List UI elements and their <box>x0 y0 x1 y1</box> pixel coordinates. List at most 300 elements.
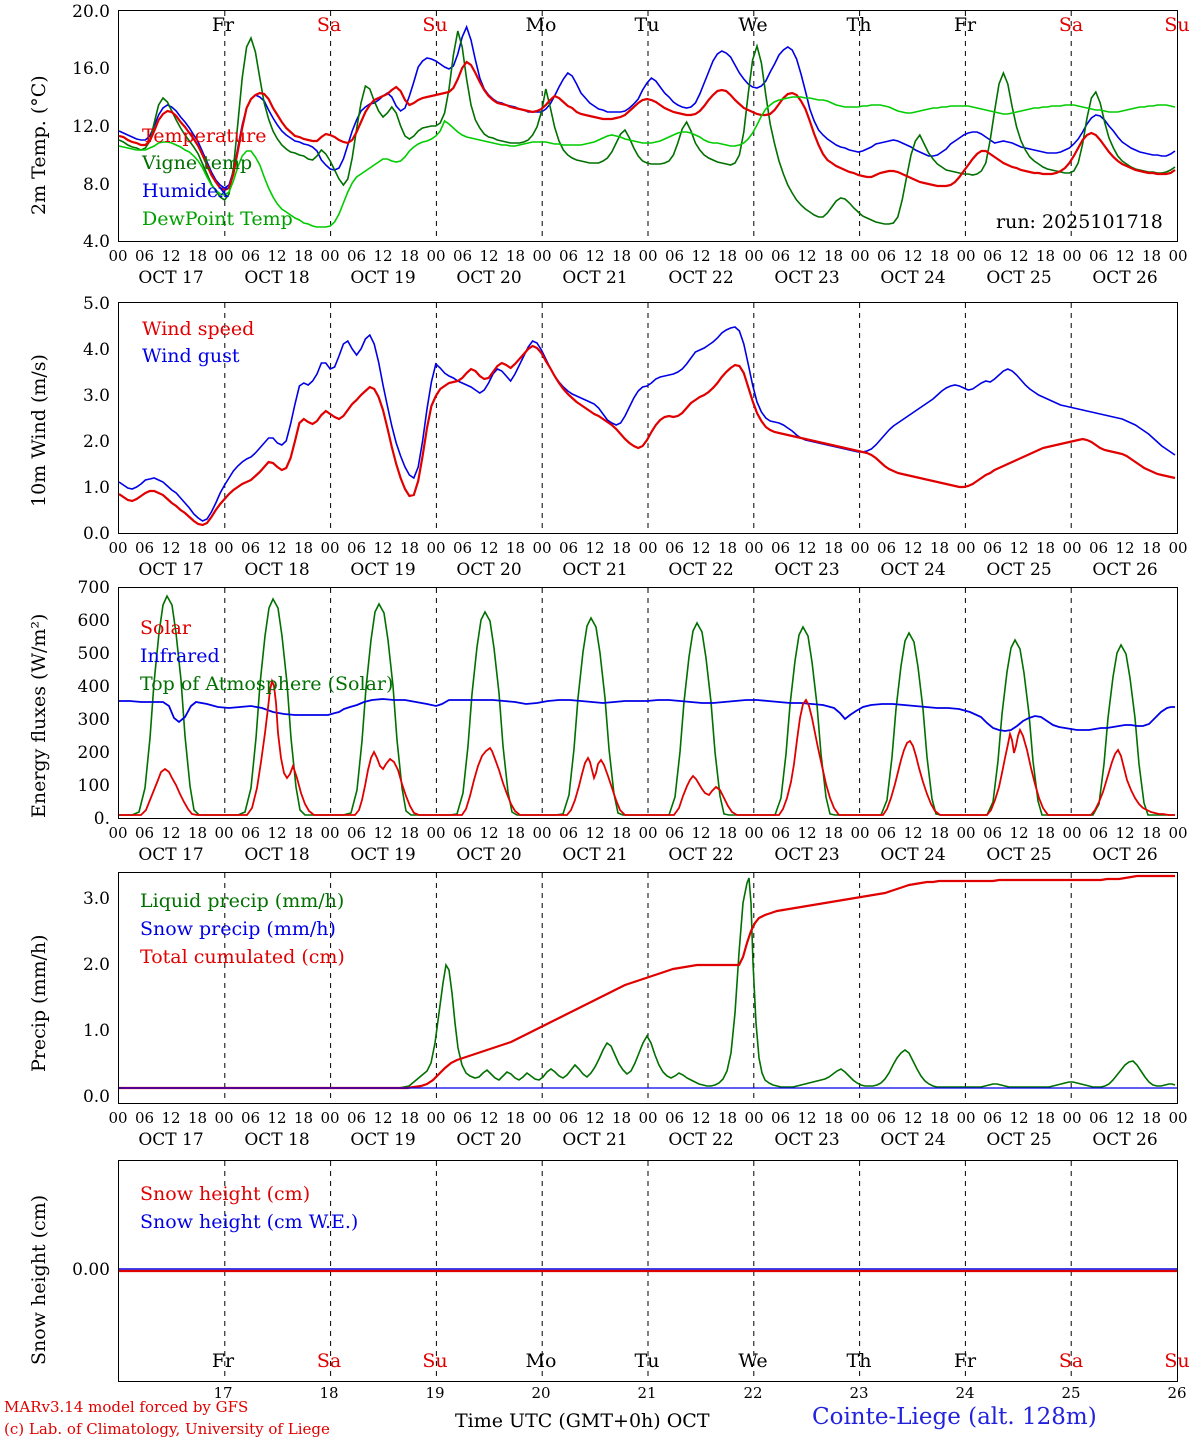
daynum-24: 24 <box>955 1384 975 1402</box>
legend-solar: Solar <box>140 617 191 639</box>
panel-wind <box>0 292 1194 580</box>
hour-tick: 06 <box>558 247 579 265</box>
hour-tick: 00 <box>108 824 128 842</box>
hour-tick: 00 <box>426 1109 446 1127</box>
hour-tick: 06 <box>134 1109 155 1127</box>
hour-tick: 18 <box>187 247 208 265</box>
legend-snow-precip: Snow precip (mm/h) <box>140 918 336 940</box>
hour-tick: 18 <box>611 539 632 557</box>
hour-tick: 00 <box>108 247 128 265</box>
hour-tick: 06 <box>982 247 1003 265</box>
hour-tick: 06 <box>664 1109 685 1127</box>
day-gridlines <box>225 11 1071 241</box>
date-tick: OCT 19 <box>350 845 416 865</box>
wind-plot-svg <box>119 303 1177 533</box>
fluxes-plot-svg <box>119 588 1177 818</box>
hour-tick: 00 <box>426 539 446 557</box>
hour-tick: 18 <box>505 247 526 265</box>
plot-frame-fluxes <box>118 587 1178 819</box>
hour-tick: 06 <box>452 247 473 265</box>
hour-tick: 12 <box>1115 824 1135 842</box>
date-tick: OCT 24 <box>880 560 946 580</box>
hour-tick: 00 <box>850 539 870 557</box>
ytick-flux-0: 0. <box>93 809 110 829</box>
dow-sat-1: Sa <box>316 14 342 36</box>
panel-temperature <box>0 0 1194 288</box>
date-tick: OCT 18 <box>244 1130 310 1150</box>
hour-tick: 06 <box>664 824 685 842</box>
hour-tick: 06 <box>346 247 367 265</box>
date-tick: OCT 21 <box>562 268 628 288</box>
dow-bottom-sat-2: Sa <box>1058 1350 1084 1372</box>
ytick-flux-700: 700 <box>77 578 110 598</box>
hour-tick: 18 <box>929 539 950 557</box>
dow-tue: Tu <box>634 14 660 36</box>
hour-tick: 12 <box>373 539 393 557</box>
dow-bottom-thu: Th <box>846 1350 872 1372</box>
hour-tick: 18 <box>293 539 314 557</box>
hour-tick: 00 <box>1168 1109 1188 1127</box>
date-tick: OCT 23 <box>774 560 840 580</box>
footer-lab-credit: (c) Lab. of Climatology, University of Liege <box>4 1420 330 1438</box>
hour-tick: 00 <box>1168 824 1188 842</box>
hour-tick: 06 <box>346 824 367 842</box>
run-label: run: 2025101718 <box>996 211 1163 233</box>
hour-tick: 18 <box>1035 824 1056 842</box>
date-tick: OCT 21 <box>562 1130 628 1150</box>
hour-tick: 18 <box>611 824 632 842</box>
hour-tick: 12 <box>903 247 923 265</box>
panel-precip <box>0 862 1194 1150</box>
daynum-19: 19 <box>425 1384 445 1402</box>
hour-tick: 12 <box>585 247 605 265</box>
hour-tick: 18 <box>1141 539 1162 557</box>
hour-tick: 06 <box>1088 539 1109 557</box>
footer-time-axis-label: Time UTC (GMT+0h) OCT <box>455 1410 710 1432</box>
hour-tick: 00 <box>744 824 764 842</box>
hour-tick: 00 <box>320 247 340 265</box>
ytick-precip-3: 3.0 <box>82 889 110 909</box>
hour-tick: 12 <box>797 824 817 842</box>
hour-tick: 12 <box>267 824 287 842</box>
hour-tick: 18 <box>717 247 738 265</box>
hour-tick: 00 <box>108 539 128 557</box>
hour-tick: 12 <box>267 247 287 265</box>
hour-tick: 12 <box>373 1109 393 1127</box>
hour-tick: 12 <box>691 247 711 265</box>
hour-tick: 12 <box>1115 539 1135 557</box>
ytick-temp-8: 8.0 <box>82 175 110 195</box>
hour-tick: 00 <box>1062 824 1082 842</box>
legend-snow-height-we: Snow height (cm W.E.) <box>140 1211 359 1233</box>
hour-tick: 12 <box>161 539 181 557</box>
dow-bottom-sun-2: Su <box>1164 1350 1190 1372</box>
hour-tick: 06 <box>452 824 473 842</box>
hour-tick: 18 <box>399 539 420 557</box>
hour-tick: 12 <box>479 539 499 557</box>
date-tick: OCT 22 <box>668 560 734 580</box>
dow-bottom-fri-2: Fr <box>953 1350 977 1372</box>
ytick-wind-2: 2.0 <box>82 432 110 452</box>
hour-tick: 18 <box>823 1109 844 1127</box>
legend-vigne-temp: Vigne temp <box>142 152 253 174</box>
date-tick: OCT 24 <box>880 1130 946 1150</box>
dow-bottom-sat-1: Sa <box>316 1350 342 1372</box>
date-tick: OCT 18 <box>244 845 310 865</box>
ytick-wind-0: 0.0 <box>82 524 110 544</box>
date-tick: OCT 18 <box>244 560 310 580</box>
legend-liquid-precip: Liquid precip (mm/h) <box>140 890 345 912</box>
date-tick: OCT 20 <box>456 560 522 580</box>
daynum-25: 25 <box>1061 1384 1081 1402</box>
hour-tick: 00 <box>320 1109 340 1127</box>
hour-tick: 18 <box>505 824 526 842</box>
date-tick: OCT 17 <box>138 268 204 288</box>
series-toa-solar <box>119 596 1175 815</box>
hour-tick: 00 <box>956 247 976 265</box>
date-tick: OCT 24 <box>880 268 946 288</box>
hour-tick: 12 <box>903 1109 923 1127</box>
hour-tick: 18 <box>929 824 950 842</box>
hour-tick: 00 <box>850 247 870 265</box>
panel-energy-fluxes <box>0 575 1194 865</box>
date-tick: OCT 19 <box>350 1130 416 1150</box>
axis-label-snow: Snow height (cm) <box>28 1194 50 1365</box>
ytick-precip-0: 0.0 <box>82 1087 110 1107</box>
hour-tick: 12 <box>161 1109 181 1127</box>
hour-tick: 00 <box>744 1109 764 1127</box>
hour-tick: 00 <box>214 824 234 842</box>
hour-tick: 18 <box>823 539 844 557</box>
dow-bottom-sun-1: Su <box>422 1350 448 1372</box>
date-tick: OCT 24 <box>880 845 946 865</box>
hour-tick: 18 <box>717 539 738 557</box>
ytick-wind-3: 3.0 <box>82 386 110 406</box>
hour-tick: 12 <box>797 247 817 265</box>
dow-sun-2: Su <box>1164 14 1190 36</box>
hour-tick: 06 <box>982 539 1003 557</box>
hour-tick: 12 <box>691 1109 711 1127</box>
date-tick: OCT 22 <box>668 268 734 288</box>
legend-dewpoint: DewPoint Temp <box>142 208 293 230</box>
hour-tick: 06 <box>134 247 155 265</box>
hour-tick: 18 <box>187 539 208 557</box>
axis-label-temperature: 2m Temp. (°C) <box>28 75 50 215</box>
hour-tick: 06 <box>134 539 155 557</box>
hour-tick: 18 <box>1035 247 1056 265</box>
series-humidex <box>119 27 1175 188</box>
hour-tick: 00 <box>638 539 658 557</box>
hour-tick: 06 <box>1088 824 1109 842</box>
hour-tick: 12 <box>479 1109 499 1127</box>
hour-tick: 06 <box>982 1109 1003 1127</box>
ytick-wind-4: 4.0 <box>82 340 110 360</box>
date-tick: OCT 21 <box>562 560 628 580</box>
hour-tick: 06 <box>876 539 897 557</box>
date-tick: OCT 25 <box>986 560 1052 580</box>
date-tick: OCT 17 <box>138 1130 204 1150</box>
footer-station-label: Cointe-Liege (alt. 128m) <box>812 1404 1097 1430</box>
date-tick: OCT 22 <box>668 1130 734 1150</box>
hour-tick: 12 <box>585 824 605 842</box>
day-gridlines <box>225 303 1071 533</box>
hour-tick: 12 <box>1009 539 1029 557</box>
hour-tick: 00 <box>1062 539 1082 557</box>
dow-bottom-mon: Mo <box>525 1350 557 1372</box>
hour-tick: 06 <box>240 824 261 842</box>
dow-bottom-fri-1: Fr <box>211 1350 235 1372</box>
series-wind-speed <box>119 346 1175 525</box>
hour-tick: 12 <box>1009 247 1029 265</box>
daynum-17: 17 <box>213 1384 233 1402</box>
hour-tick: 06 <box>240 1109 261 1127</box>
hour-tick: 00 <box>850 1109 870 1127</box>
hour-tick: 06 <box>770 247 791 265</box>
hour-tick: 12 <box>797 539 817 557</box>
date-tick: OCT 17 <box>138 560 204 580</box>
hour-tick: 18 <box>1141 824 1162 842</box>
hour-tick: 18 <box>717 1109 738 1127</box>
hour-tick: 06 <box>558 539 579 557</box>
ytick-precip-2: 2.0 <box>82 955 110 975</box>
date-tick: OCT 26 <box>1092 268 1158 288</box>
day-gridlines <box>225 873 1071 1103</box>
hour-tick: 06 <box>770 824 791 842</box>
hour-tick: 18 <box>293 1109 314 1127</box>
daynum-21: 21 <box>637 1384 657 1402</box>
date-tick: OCT 20 <box>456 845 522 865</box>
hour-tick: 18 <box>293 247 314 265</box>
hour-tick: 00 <box>638 824 658 842</box>
dow-fri-1: Fr <box>211 14 235 36</box>
hour-tick: 12 <box>585 539 605 557</box>
hour-tick: 00 <box>956 1109 976 1127</box>
hour-tick: 12 <box>1009 1109 1029 1127</box>
day-gridlines <box>225 588 1071 818</box>
date-tick: OCT 19 <box>350 560 416 580</box>
hour-tick: 12 <box>1009 824 1029 842</box>
ytick-flux-200: 200 <box>77 743 110 763</box>
daynum-18: 18 <box>319 1384 339 1402</box>
hour-tick: 00 <box>532 539 552 557</box>
hour-tick: 00 <box>744 247 764 265</box>
hour-tick: 00 <box>638 247 658 265</box>
hour-tick: 12 <box>585 1109 605 1127</box>
date-tick: OCT 25 <box>986 1130 1052 1150</box>
ytick-flux-100: 100 <box>77 776 110 796</box>
hour-tick: 06 <box>876 1109 897 1127</box>
series-wind-gust <box>119 327 1175 521</box>
ytick-wind-1: 1.0 <box>82 478 110 498</box>
hour-tick: 18 <box>399 1109 420 1127</box>
hour-tick: 00 <box>1168 247 1188 265</box>
hour-tick: 18 <box>505 539 526 557</box>
panel-snow-height <box>0 1150 1194 1400</box>
hour-tick: 18 <box>399 247 420 265</box>
daynum-23: 23 <box>849 1384 869 1402</box>
date-tick: OCT 23 <box>774 845 840 865</box>
hour-tick: 00 <box>426 824 446 842</box>
hour-tick: 00 <box>532 247 552 265</box>
hour-tick: 06 <box>664 539 685 557</box>
hour-tick: 06 <box>452 539 473 557</box>
date-tick: OCT 26 <box>1092 1130 1158 1150</box>
hour-tick: 12 <box>1115 1109 1135 1127</box>
axis-label-fluxes: Energy fluxes (W/m²) <box>28 613 50 818</box>
hour-tick: 18 <box>611 1109 632 1127</box>
hour-tick: 12 <box>691 824 711 842</box>
date-tick: OCT 18 <box>244 268 310 288</box>
ytick-temp-4: 4.0 <box>82 232 110 252</box>
date-tick: OCT 21 <box>562 845 628 865</box>
hour-tick: 00 <box>532 824 552 842</box>
hour-tick: 00 <box>638 1109 658 1127</box>
hour-tick: 12 <box>161 824 181 842</box>
hour-tick: 12 <box>797 1109 817 1127</box>
daynum-26: 26 <box>1167 1384 1187 1402</box>
hour-tick: 06 <box>876 824 897 842</box>
ytick-temp-16: 16.0 <box>72 59 110 79</box>
hour-tick: 18 <box>293 824 314 842</box>
axis-label-precip: Precip (mm/h) <box>28 934 50 1072</box>
legend-infrared: Infrared <box>140 645 220 667</box>
dow-bottom-wed: We <box>738 1350 768 1372</box>
series-vigne-temp <box>119 31 1175 224</box>
hour-tick: 18 <box>1035 1109 1056 1127</box>
plot-frame-wind <box>118 302 1178 534</box>
hour-tick: 06 <box>240 539 261 557</box>
date-tick: OCT 20 <box>456 268 522 288</box>
ytick-temp-20: 20.0 <box>72 2 110 22</box>
hour-tick: 06 <box>346 1109 367 1127</box>
hour-tick: 06 <box>876 247 897 265</box>
hour-tick: 18 <box>1141 247 1162 265</box>
hour-tick: 06 <box>346 539 367 557</box>
date-tick: OCT 25 <box>986 845 1052 865</box>
ytick-flux-600: 600 <box>77 611 110 631</box>
hour-tick: 12 <box>1115 247 1135 265</box>
hour-tick: 00 <box>426 247 446 265</box>
hour-tick: 00 <box>214 539 234 557</box>
date-tick: OCT 22 <box>668 845 734 865</box>
dow-fri-2: Fr <box>953 14 977 36</box>
hour-tick: 12 <box>903 539 923 557</box>
legend-humidex: Humidex <box>142 180 230 202</box>
hour-tick: 06 <box>770 539 791 557</box>
ytick-wind-5: 5.0 <box>82 294 110 314</box>
date-tick: OCT 23 <box>774 268 840 288</box>
hour-tick: 18 <box>505 1109 526 1127</box>
daynum-22: 22 <box>743 1384 763 1402</box>
hour-tick: 06 <box>1088 247 1109 265</box>
temperature-plot-svg <box>119 11 1177 241</box>
hour-tick: 18 <box>823 247 844 265</box>
hour-tick: 18 <box>611 247 632 265</box>
hour-tick: 12 <box>691 539 711 557</box>
hour-tick: 18 <box>717 824 738 842</box>
hour-tick: 12 <box>373 824 393 842</box>
legend-toa-solar: Top of Atmosphere (Solar) <box>140 673 394 695</box>
date-tick: OCT 25 <box>986 268 1052 288</box>
hour-tick: 06 <box>770 1109 791 1127</box>
legend-snow-height: Snow height (cm) <box>140 1183 311 1205</box>
legend-total-cumulated: Total cumulated (cm) <box>140 946 345 968</box>
hour-tick: 06 <box>1088 1109 1109 1127</box>
date-tick: OCT 26 <box>1092 845 1158 865</box>
ytick-temp-12: 12.0 <box>72 117 110 137</box>
hour-tick: 00 <box>956 824 976 842</box>
hour-tick: 00 <box>532 1109 552 1127</box>
axis-label-wind: 10m Wind (m/s) <box>28 354 50 507</box>
hour-tick: 12 <box>479 824 499 842</box>
hour-tick: 00 <box>850 824 870 842</box>
hour-tick: 12 <box>903 824 923 842</box>
hour-tick: 06 <box>664 247 685 265</box>
hour-tick: 06 <box>982 824 1003 842</box>
dow-sat-2: Sa <box>1058 14 1084 36</box>
hour-tick: 00 <box>1062 1109 1082 1127</box>
hour-tick: 18 <box>187 1109 208 1127</box>
date-tick: OCT 23 <box>774 1130 840 1150</box>
ytick-snow-0: 0.00 <box>72 1260 110 1280</box>
hour-tick: 00 <box>320 539 340 557</box>
dow-mon: Mo <box>525 14 557 36</box>
hour-tick: 06 <box>558 824 579 842</box>
dow-wed: We <box>738 14 768 36</box>
date-tick: OCT 17 <box>138 845 204 865</box>
legend-temperature: Temperature <box>142 125 267 147</box>
hour-tick: 12 <box>267 1109 287 1127</box>
hour-tick: 18 <box>929 247 950 265</box>
hour-tick: 00 <box>1168 539 1188 557</box>
ytick-flux-500: 500 <box>77 644 110 664</box>
ytick-precip-1: 1.0 <box>82 1021 110 1041</box>
daynum-20: 20 <box>531 1384 551 1402</box>
hour-tick: 06 <box>134 824 155 842</box>
legend-wind-speed: Wind speed <box>142 318 255 340</box>
hour-tick: 12 <box>373 247 393 265</box>
date-tick: OCT 26 <box>1092 560 1158 580</box>
hour-tick: 18 <box>1141 1109 1162 1127</box>
hour-tick: 00 <box>214 247 234 265</box>
hour-tick: 18 <box>929 1109 950 1127</box>
footer-model-credit: MARv3.14 model forced by GFS <box>4 1398 249 1416</box>
dow-bottom-tue: Tu <box>634 1350 660 1372</box>
hour-tick: 00 <box>108 1109 128 1127</box>
hour-tick: 06 <box>240 247 261 265</box>
hour-tick: 18 <box>1035 539 1056 557</box>
hour-tick: 06 <box>558 1109 579 1127</box>
hour-tick: 12 <box>267 539 287 557</box>
ytick-flux-400: 400 <box>77 677 110 697</box>
hour-tick: 00 <box>744 539 764 557</box>
hour-tick: 00 <box>956 539 976 557</box>
hour-tick: 18 <box>187 824 208 842</box>
hour-tick: 00 <box>320 824 340 842</box>
hour-tick: 12 <box>479 247 499 265</box>
hour-tick: 18 <box>823 824 844 842</box>
date-tick: OCT 19 <box>350 268 416 288</box>
hour-tick: 06 <box>452 1109 473 1127</box>
hour-tick: 00 <box>214 1109 234 1127</box>
date-tick: OCT 20 <box>456 1130 522 1150</box>
hour-tick: 00 <box>1062 247 1082 265</box>
hour-tick: 12 <box>161 247 181 265</box>
dow-sun-1: Su <box>422 14 448 36</box>
ytick-flux-300: 300 <box>77 710 110 730</box>
hour-tick: 18 <box>399 824 420 842</box>
dow-thu: Th <box>846 14 872 36</box>
